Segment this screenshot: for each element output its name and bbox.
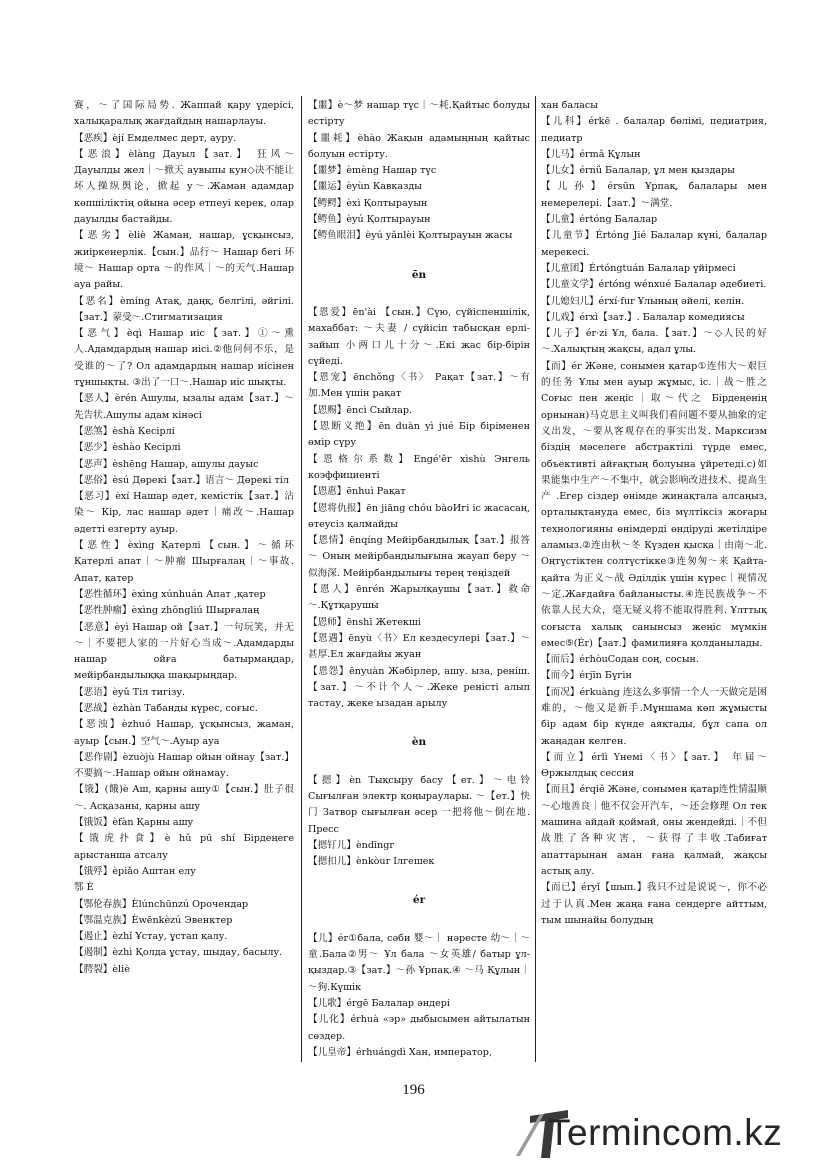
- dictionary-entry: 【儿童节】Értóng Jié Балалар күні, балалар мерекесі.: [541, 230, 767, 258]
- dictionary-entry: 【腭裂】èliè: [74, 963, 130, 975]
- dictionary-entry: 【恶浊】èzhuó Нашар, ұсқынсыз, жаман, ауыр【сын.】空气～.Ауыр ауа: [74, 719, 294, 747]
- dictionary-entry: 【噩耗】èhào Жақын адамыңның қайтыс болуын естірту.: [308, 132, 530, 160]
- section-header: ēn: [411, 268, 427, 281]
- page-number: 196: [402, 1082, 425, 1098]
- dictionary-entry: 【恶战】èzhàn Табанды күрес, соғыс.: [74, 702, 258, 714]
- dictionary-entry: 【摁钉儿】èndīngr: [308, 839, 394, 851]
- dictionary-entry: 【儿化】érhuà «эр» дыбысымен айтылатын сөздер.: [308, 1014, 530, 1042]
- dictionary-entry: 【恶劣】èliè Жаман, нашар, ұсқынсыз, жиіркенерлік.【сын.】品行～ Нашар бегі 环境～ Нашар орта ～的作风｜～的天气.Нашар ауа райы.: [74, 230, 294, 291]
- dictionary-entry: 【而今】érjīn Бүгін: [541, 670, 632, 682]
- dictionary-entry: 【儿女】érnǚ Балалар, ұл мен қыздары: [541, 165, 735, 177]
- dictionary-entry: 【恩师】ēnshī Жетекші: [308, 616, 421, 628]
- dictionary-entry: 【恶声】èshēng Нашар, ашулы дауыс: [74, 458, 259, 470]
- dictionary-entry: 【恶习】èxí Нашар әдет, кемістік【зат.】沾染～ Кір, лас нашар әдет｜痛改～.Нашар әдетті езгерту ауыр.: [74, 491, 294, 535]
- dictionary-entry: 【噩】è～梦 нашар түс｜～耗.Қайтыс болуды естірту: [308, 100, 530, 128]
- dictionary-entry: 【而已】éryǐ【шып.】我只不过是说说～，你不必过于认真.Мен жаңа ғана сендерге айттым, тым шынайы болудың: [541, 882, 767, 926]
- dictionary-entry: 【儿童文学】értóng wénxué Балалар әдебиеті.: [541, 279, 767, 291]
- dictionary-entry: 鄂 È: [74, 882, 94, 894]
- dictionary-entry: 【遏止】èzhǐ Ұстау, ұстап қалу.: [74, 931, 228, 943]
- dictionary-entry: 【鄂伦春族】Èlúnchūnzú Орочендар: [74, 898, 249, 910]
- dictionary-entry: 【恩格尔系数】Engé'ěr xìshù Энгель коэффициенті: [308, 453, 530, 481]
- dictionary-entry: 【儿孙】érsūn Ұрпақ, балалары мен немерелері.【зат.】～满堂.: [541, 181, 767, 209]
- dictionary-entry: 【儿媳妇儿】érxí·fur Ұлының әйелі, келін.: [541, 295, 745, 307]
- dictionary-entry: 【恶性肿瘤】èxìng zhǒngliú Шырғалаң: [74, 605, 260, 617]
- dictionary-entry: 【恩遇】ēnyù〈书〉Ел кездесулері【зат.】～甚厚.Ел жағдайы жуан: [308, 632, 530, 661]
- dictionary-entry: 【恩惠】ēnhuì Рақат: [308, 486, 406, 498]
- dictionary-entry: 【恶浪】èlàng Дауыл【зат.】 狂风～ Дауылды жел｜～掀天 аувыпы кун◇决不能让坏人操纵舆论，掀起 у～.Жаман адамдар көпшіліктің ойына әсер етпеуі керек, олар дауылды бастайды.: [74, 148, 294, 226]
- dictionary-entry: 【儿歌】érgē Балалар әндері: [308, 997, 450, 1009]
- dictionary-entry: 【饿虎扑食】è hǔ pū shí Бірдеңеге арыстанша атсалу: [74, 833, 294, 861]
- section-header: ér: [412, 894, 426, 907]
- dictionary-entry: 【恶性循环】èxìng xúnhuán Апат ,қатер: [74, 588, 266, 600]
- dictionary-entry: 【饿殍】èpiǎo Аштан елу: [74, 865, 196, 877]
- section-header: èn: [411, 736, 427, 749]
- dictionary-entry: 【恶俗】èsú Дөрекі【зат.】语言～ Дөрекі тіл: [74, 474, 289, 486]
- dictionary-entry: 【恩断义绝】ēn duàn yì jué Бір біріменен өмір сүру: [308, 421, 530, 449]
- column-left: [74, 98, 294, 978]
- dictionary-entry: 【而】ér Және, сонымен қатар①连伟大～艰巨的任务 Ұлы мен ауыр жұмыс, іс.｜战～胜之 Соғыс пен жеңіс｜取～代之 Бірдеңенің орнынан)马克思主义叫我们看问题不要从抽象的定义出发，～要从客观存在的事实出发. Марксизм біздің мәселеге абстрактілі түрде емес, объективті айғақтың болуына үйретеді.с)如果能集中生产～不集中，就会影响改进技术、提高生产 .Егер сіздер өнімде жинақтала алсаңыз, орталықтануда емес, біз мүлтіксіз жоғары технологияны өнімдерді өндіруді жетілдіре аламыз.②连由秋～冬 Күзден қысқа｜由南～北. Оңтүстіктен солтүстікке③连匆匆～来 Қайта-қайта 为正义～战 Әділдік үшін күрес｜视情况～定.Жағдайға байланысты.④连民族战争～不依靠人民大众，毫无疑义将不能取得胜利. Ұлттық соғыста халық санынсыз жеңіс мүмкін емес⑤(Ér)【зат.】фамилияға қолданылады.: [541, 360, 767, 649]
- dictionary-entry: 【恶意】èyì Нашар ой【зат.】一句玩笑，并无～｜不要把人家的一片好心当成～.Адамдарды нашар ойға батырмаңдар, мейірбандылыққа шақырыңдар.: [74, 621, 294, 682]
- logo-text: Termincom.kz: [548, 1112, 783, 1153]
- dictionary-entry: 【噩梦】èmèng Нашар түс: [308, 165, 437, 177]
- dictionary-entry: 【而后】érhòuСодан соң, сосын.: [541, 654, 699, 666]
- dictionary-entry: 【恶疾】èjí Емделмес дерт, ауру.: [74, 132, 237, 144]
- dictionary-entry: 【恶少】èshào Кесірлі: [74, 442, 181, 454]
- dictionary-entry: 【恶人】èrén Ашулы, ызалы адам【зат.】～先告状.Ашулы адам кінәсі: [74, 393, 294, 421]
- dictionary-entry: 【儿】ér①бала, сәби 婴～｜ нәресте 幼～｜～童.Бала②男～ Ұл бала ～女英雄/ батыр ұл-қыздар.③【зат.】～孙 Ұрпақ.④ ～马 Құлын｜～狗.Күшік: [308, 932, 530, 993]
- dictionary-entry: 【而且】érqiě Және, сонымен қатар连性情温顺～心地善良｜他不仅会开汽车，～还会修理 Ол тек машина айдай қоймай, оны жендейді.｜不但战胜了各种灾害，～获得了丰收.Табиғат апаттарынан аман ғана қалмай, жақсы астық алу.: [541, 784, 767, 877]
- dictionary-entry: 【儿科】érkē . балалар бөлімі, педиатрия, педиатр: [541, 116, 767, 144]
- dictionary-entry: 【儿子】ér·zi Ұл, бала.【зат.】～◇人民的好～.Халықтың жақсы, адал ұлы.: [541, 328, 767, 356]
- dictionary-entry: 【儿童】értóng Балалар: [541, 214, 658, 226]
- dictionary-entry: 【恶气】èqì Нашар иіс【зат.】①～熏人.Адамдардың нашар иісі.②他问何不乐，是受谁的～了? Ол адамдардың нашар иісінен тұншықты. ③出了一口～.Нашар иіс шықты.: [74, 328, 294, 389]
- dictionary-entry: 【鳄鱼】èyú Қолтырауын: [308, 214, 431, 226]
- dictionary-entry: 【恶作剧】èzuòjù Нашар ойын ойнау【зат.】不要搞～.Нашар ойын ойнамау.: [74, 751, 294, 780]
- dictionary-entry: 【恶性】èxìng Қатерлі【сын.】～循环 Қатерлі апат｜～肿瘤 Шырғалаң｜～事故. Апат, қатер: [74, 540, 294, 584]
- column-right: [541, 98, 767, 929]
- dictionary-entry: 【恶名】èmíng Атақ, даңқ, белгілі, әйгілі.【зат.】蒙受～.Стигматизация: [74, 295, 294, 323]
- dictionary-entry: 【鳄鱼眼泪】èyú yǎnlèi Қолтырауын жасы: [308, 230, 513, 242]
- dictionary-entry: 【恩人】ēnrén Жарылқаушы【зат.】救命～.Құтқарушы: [308, 584, 530, 612]
- column-divider: [301, 96, 302, 1062]
- dictionary-entry: 【噩运】èyùn Кавказды: [308, 181, 422, 193]
- dictionary-entry: 【饿】(餓)è Аш, қарны ашу①【сын.】肚子很～. Асқазаны, қарны ашу: [74, 784, 294, 812]
- dictionary-entry: 【恩情】ēnqíng Мейірбандылық【зат.】报答～ Оның мейірбандылығына жауап беру ～似海深. Мейірбандылығы терең теңіздей: [308, 535, 530, 579]
- column-middle: [308, 98, 530, 1061]
- dictionary-entry: 【摁】èn Тықсыру басу【ет.】～电铃 Сығылған электр қоңыраулары. ～【ет.】快门 Затвор сығылған әсер 一把将他～倒在地. Пресс: [308, 774, 530, 835]
- dictionary-entry: хан баласы: [541, 100, 598, 111]
- dictionary-entry: 【鳄鳄】èxì Қолтырауын: [308, 197, 428, 209]
- dictionary-entry: 【饿饭】èfàn Қарны ашу: [74, 817, 194, 829]
- dictionary-entry: 【恩怨】ēnyuàn Жәбірлер, ашу. ыза, реніш.【зат.】～不计个人～.Жеке реністі алып тастау, жеке ызадан арылу: [308, 665, 530, 710]
- dictionary-entry: 【恩将仇报】ēn jiāng chóu bàoИгі іс жасасаң, өтеусіз қалмайды: [308, 502, 530, 530]
- dictionary-entry: 【恩赐】ēncì Сыйлар.: [308, 404, 413, 416]
- dictionary-entry: 【恩宠】ēnchǒng〈书〉 Рақат【зат.】～有加.Мен үшін рақат: [308, 372, 530, 400]
- dictionary-entry: 【而立】érlì Үнемі〈书〉【зат.】 年届～ Өржылдық сессия: [541, 751, 767, 780]
- dictionary-entry: 【遏制】èzhì Қолда ұстау, шыдау, басылу.: [74, 947, 283, 959]
- dictionary-entry: 【儿马】érmǎ Құлын: [541, 148, 641, 160]
- dictionary-entry: 【儿戏】érxì【зат.】. Балалар комедиясы: [541, 311, 745, 323]
- dictionary-entry: 【恩爱】ēn'ài 【сын.】Сүю, сүйіспеншілік, махаббат: ～夫妻 / сүйісіп табысқан ерлі-зайып 小两口儿十分～.Екі жас бір-бірін сүйеді.: [308, 306, 530, 367]
- dictionary-entry: 赛，～了国际局势. Жаппай қару үдерісі, халықаралық жағдайдың нашарлауы.: [74, 100, 294, 128]
- dictionary-entry: 【而况】érkuàng 连这么多事情一个人一天做完是困难的，～他又是新手.Мұншама көп жұмысты бір адам бір күнде аяқтады, бұл сапа ол жаңадан келген.: [541, 686, 767, 747]
- dictionary-entry: 【摁扣儿】ènkòur Ілгешек: [308, 856, 435, 868]
- dictionary-entry: 【鄂温克族】Èwēnkèzú Эвенктер: [74, 914, 233, 926]
- dictionary-entry: 【恶语】èyǔ Тіл тигізу.: [74, 686, 186, 698]
- dictionary-entry: 【恶煞】èshà Кесірлі: [74, 425, 175, 437]
- column-divider: [535, 96, 536, 1062]
- dictionary-entry: 【儿皇帝】érhuángdì Хан, император,: [308, 1046, 492, 1058]
- dictionary-entry: 【儿童团】Értóngtuán Балалар үйірмесі: [541, 262, 736, 274]
